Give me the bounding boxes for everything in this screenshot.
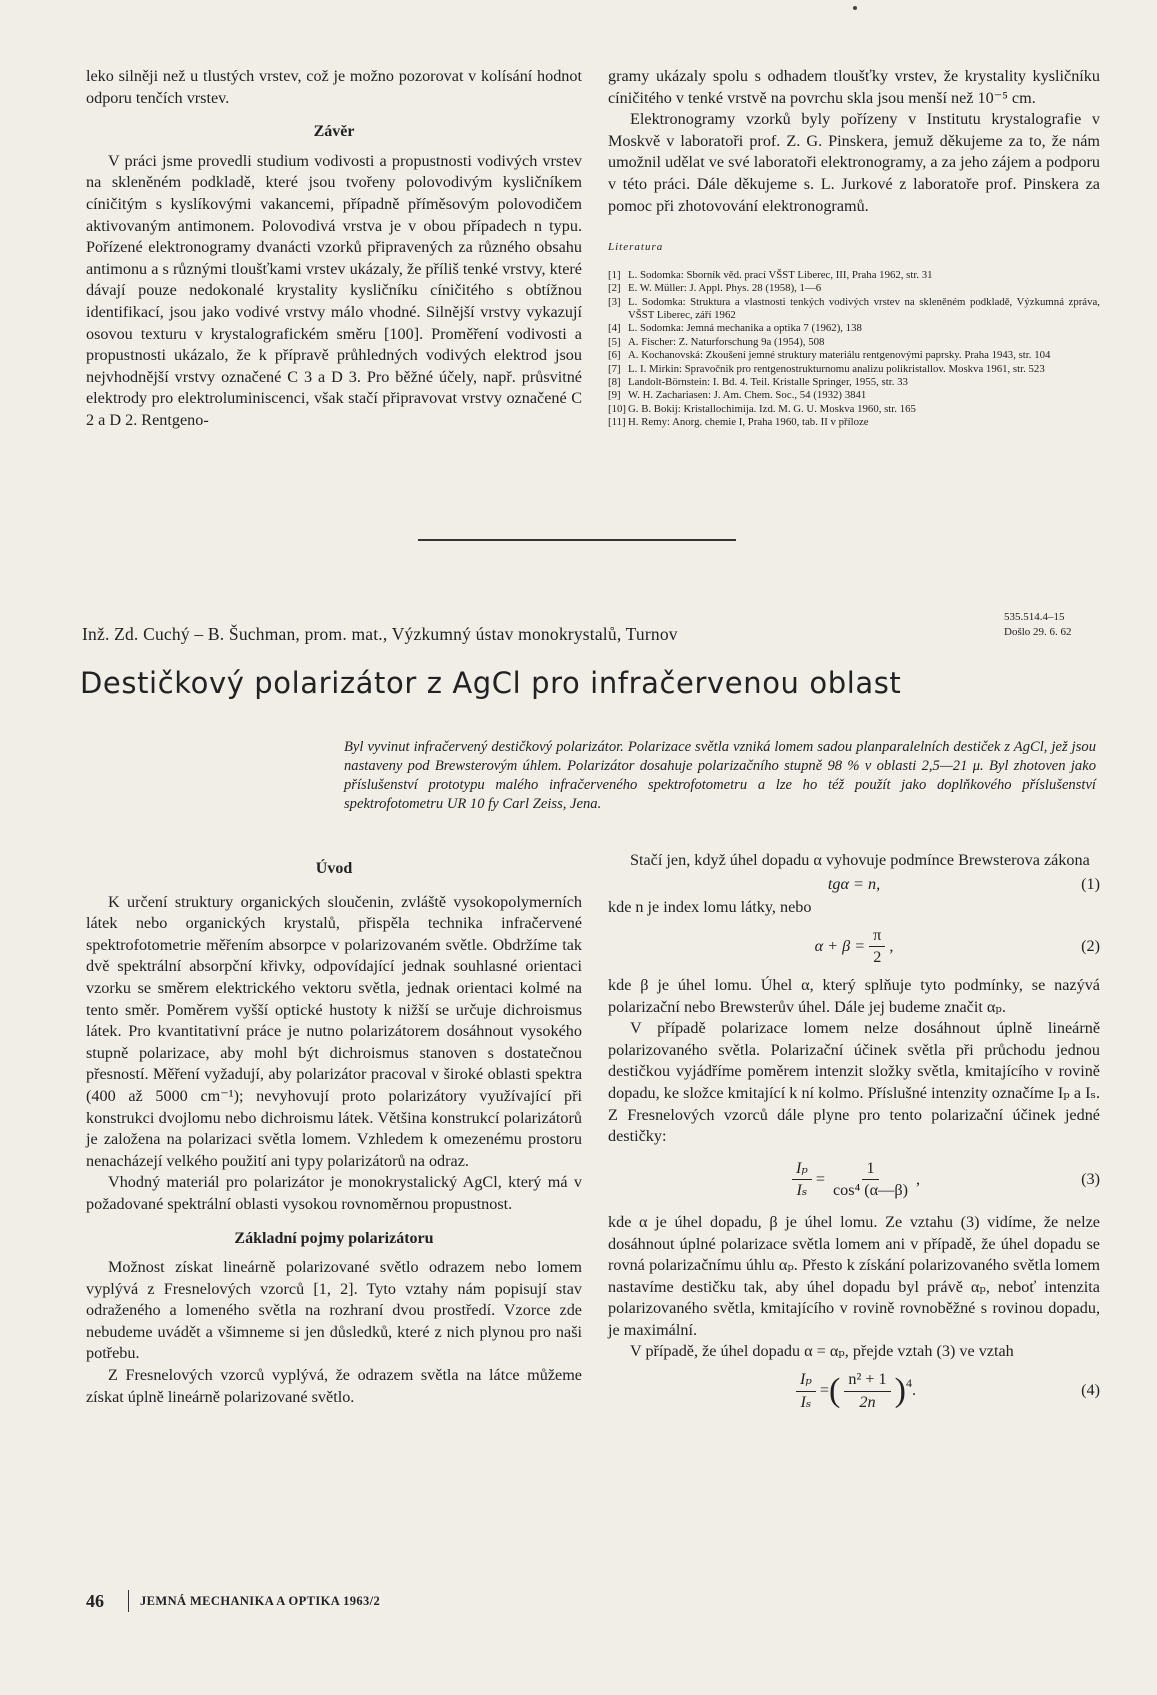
paragraph: Možnost získat lineárně polarizované světlo odrazem nebo lomem vyplývá z Fresnelových vzorců [1, 2]. Tyto vztahy nám popisují stav odraženého a lomeného světla na rozhraní dvou prostředí. Vzorce zde nebudeme uvádět a všimneme si jen důsledků, které z nich plynou pro naši potřebu.: [86, 1258, 582, 1363]
reference-text: Landolt-Börnstein: I. Bd. 4. Teil. Kristalle Springer, 1955, str. 33: [628, 376, 908, 388]
reference-item: [608, 349, 1100, 362]
equation-number: (4): [1081, 1381, 1100, 1400]
paragraph: V práci jsme provedli studium vodivosti a propustnosti vodivých vrstev na skleněném podkladě, které jsou tvořeny polovodivým kysličníkem cíničitým s kyslíkovými vakancemi, případně příměsovým polovodičem aktivovaným antimonem. Polovodivá vrstva je v obou případech n typu. Pořízené elektronogramy dvanácti vzorků připravených za různého obsahu antimonu a s různými tloušťkami vrstev ukázaly, že příliš tenké vrstvy, které dávají pouze nedokonalé krystality kysličníku cíničitého s obtížnou identifikací, jsou jako vodivé vrstvy málo vhodné. Silnější vrstvy vykazují osovou texturu v krystalografickém směru [100]. Proměření vodivosti a propustnosti ukázalo, že k přípravě průhledných vodivých elektrod jsou nejvhodnější vrstvy označené C 3 a D 3. Pro běžné účely, např. průsvitné elektrody pro elektroluminiscenci, však stačí připravovat vrstvy označené C 2 a D 2. Rentgeno-: [86, 151, 582, 429]
equation-number: (2): [1081, 937, 1100, 956]
paragraph: Z Fresnelových vzorců vyplývá, že odrazem světla na látce můžeme získat úplně lineárně polarizované světlo.: [86, 1366, 582, 1406]
paragraph: gramy ukázaly spolu s odhadem tloušťky vrstev, že krystality kysličníku cíničitého v tenké vrstvě na povrchu skla jsou menší než 10⁻⁵ cm.: [608, 67, 1100, 107]
reference-item: [608, 376, 1100, 389]
paragraph: kde n je index lomu látky, nebo: [608, 898, 812, 917]
equation-3: [608, 1158, 1100, 1202]
section-divider: [418, 539, 736, 541]
fraction-numerator: Iₚ: [796, 1369, 816, 1392]
reference-text: G. B. Bokij: Kristallochimija. Izd. M. G. U. Moskva 1960, str. 165: [628, 402, 916, 415]
received-date: Došlo 29. 6. 62: [1004, 626, 1072, 638]
equals-sign: =: [819, 1381, 830, 1400]
fraction-numerator: n² + 1: [844, 1369, 890, 1392]
reference-text: L. Sodomka: Struktura a vlastnosti tenkých vodivých vrstev na skleněném podkladě, Výzkumná zpráva, VŠST Liberec, září 1962: [628, 295, 1100, 321]
udc-number: 535.514.4–15: [1004, 611, 1065, 623]
equals-sign: =: [815, 1170, 825, 1189]
reference-item: [608, 269, 1100, 282]
fraction-numerator: Iₚ: [792, 1158, 812, 1181]
fraction: [829, 1158, 912, 1202]
reference-item: [608, 336, 1100, 349]
paragraph: kde α je úhel dopadu, β je úhel lomu. Ze vztahu (3) vidíme, že nelze dosáhnout úplné polarizace světla lomem ani v případě, že úhel dopadu se rovná polarizačnímu úhlu αₚ. Přesto k získání polarizovaného světla lomem nastavíme destičku tak, aby úhel dopadu byl právě αₚ, neboť intenzita polarizovaného světla, kmitajícího v rovině rovnoběžné s rovinou dopadu, je maximální.: [608, 1212, 1100, 1339]
reference-item: [608, 363, 1100, 376]
paragraph: Elektronogramy vzorků byly pořízeny v Institutu krystalografie v Moskvě v laboratoři prof. Z. G. Pinskera, jemuž děkujeme za to, že nám umožnil udělat ve své laboratoři elektronogramy, a za jeho zájem a podporu v této práci. Dále děkujeme s. L. Jurkové z laboratoře prof. Pinskera za pomoc při zhotovování elektronogramů.: [608, 110, 1100, 215]
reference-text: E. W. Müller: J. Appl. Phys. 28 (1958), 1—6: [628, 282, 822, 295]
left-paren: (: [829, 1372, 841, 1410]
equation-2-lhs: α + β =: [814, 937, 866, 956]
equation-1: [608, 874, 1100, 896]
reference-item: [608, 282, 1100, 295]
right-paren: ): [894, 1372, 906, 1410]
reference-item: [608, 389, 1100, 402]
literature-label: Literatura: [608, 241, 664, 254]
equation-2-tail: ,: [889, 937, 894, 956]
equation-number: (3): [1081, 1170, 1100, 1189]
paragraph: K určení struktury organických sloučenin, zvláště vysokopolymerních látek nebo organických krystalů, přispěla technika infračervené spektrofotometrie měřením absorpce v polarizovaném světle. Obdržíme tak dvě spektrální absorpční křivky, odpovídající jednak souhlasné orientaci vzorku se směrem elektrického vektoru světla, jednak orientaci kolmé na tento směr. Poměrem vyšší optické hustoty k nižší se určuje dichroismus látek. Pro kvantitativní práce je nutno polarizátorem dosáhnout vysokého stupně polarizace, aby mohl být dichroismus stanoven s dostatečnou přesností. Měření vyžadují, aby polarizátor pracoval v široké oblasti spektra (400 až 5000 cm⁻¹); nevyhovují proto polarizátory využívající při konstrukci dvojlomu nebo dichroismu látek. Většina konstrukcí polarizátorů je založena na polarizaci světla lomem. Vzhledem k omezenému prostoru nenacházejí velkého použití ani typy polarizátorů na odraz.: [86, 892, 582, 1170]
reference-item: [608, 416, 1100, 429]
reference-list: [608, 269, 1100, 430]
article-authors: Inž. Zd. Cuchý – B. Šuchman, prom. mat., Výzkumný ústav monokrystalů, Turnov: [82, 624, 678, 644]
fraction-denominator: cos⁴ (α—β): [833, 1181, 908, 1200]
paragraph: V případě, že úhel dopadu α = αₚ, přejde vztah (3) ve vztah: [630, 1342, 1014, 1361]
reference-number: [10]: [608, 402, 626, 415]
abstract: Byl vyvinut infračervený destičkový polarizátor. Polarizace světla vzniká lomem sadou planparalelních destiček z AgCl, jež jsou nastaveny pod Brewsterovým úhlem. Polarizátor dosahuje polarizačního stupně 98 % v oblasti 2,5—21 μ. Byl zhotoven jako příslušenství prototypu malého infračerveného spektrofotometru a lze ho též použít jako doplňkového příslušenství spektrofotometru UR 10 fy Carl Zeiss, Jena.: [344, 739, 1096, 812]
reference-number: [3]: [608, 295, 621, 308]
paragraph: Vhodný materiál pro polarizátor je monokrystalický AgCl, který má v požadované spektrální oblasti vysokou rovnoměrnou propustnost.: [86, 1173, 582, 1213]
paragraph: Stačí jen, když úhel dopadu α vyhovuje podmínce Brewsterova zákona: [630, 851, 1090, 869]
reference-text: L. Sodomka: Sborník věd. prací VŠST Liberec, III, Praha 1962, str. 31: [628, 268, 933, 281]
top-left-column: [86, 66, 582, 432]
reference-number: [2]: [608, 282, 621, 295]
reference-item: [608, 322, 1100, 335]
reference-number: [5]: [608, 335, 621, 348]
reference-number: [11]: [608, 416, 626, 429]
article-left-column: [86, 858, 582, 1408]
reference-number: [8]: [608, 376, 621, 388]
reference-number: [1]: [608, 268, 621, 281]
equation-2: [608, 925, 1100, 969]
section-heading-zaver: Závěr: [313, 123, 355, 141]
reference-number: [7]: [608, 362, 621, 375]
reference-text: W. H. Zachariasen: J. Am. Chem. Soc., 54 (1932) 3841: [628, 389, 867, 402]
fraction: [792, 1158, 812, 1202]
exponent: 4: [905, 1376, 912, 1391]
period: .: [911, 1381, 916, 1400]
equation-4: [608, 1369, 1100, 1413]
fraction-denominator: 2n: [859, 1392, 876, 1411]
fraction-denominator: Iₛ: [796, 1181, 808, 1200]
footer-divider: [128, 1590, 129, 1612]
reference-text: A. Fischer: Z. Naturforschung 9a (1954), 508: [628, 335, 825, 348]
reference-number: [6]: [608, 349, 621, 362]
print-mark: [853, 6, 857, 10]
fraction-numerator: π: [869, 925, 885, 948]
reference-text: A. Kochanovská: Zkoušení jemné struktury materiálu rentgenovými paprsky. Praha 1943, str. 104: [628, 349, 1051, 362]
fraction-numerator: 1: [862, 1158, 878, 1181]
fraction-denominator: Iₛ: [800, 1392, 812, 1411]
paragraph: leko silněji než u tlustých vrstev, což je možno pozorovat v kolísání hodnot odporu tenčích vrstev.: [86, 67, 582, 107]
fraction-denominator: 2: [873, 948, 882, 967]
fraction: [796, 1369, 816, 1413]
reference-text: L. I. Mirkin: Spravočnik pro rentgenostrukturnomu analizu polikristallov. Moskva 1961, str. 523: [628, 362, 1045, 375]
reference-text: L. Sodomka: Jemná mechanika a optika 7 (1962), 138: [628, 322, 862, 335]
equation-1-body: tgα = n,: [827, 874, 881, 893]
section-heading-uvod: Úvod: [315, 860, 353, 877]
reference-item: [608, 296, 1100, 323]
top-right-column: [608, 66, 1100, 430]
reference-number: [9]: [608, 389, 621, 402]
reference-item: [608, 403, 1100, 416]
reference-number: [4]: [608, 322, 621, 335]
article-right-column: [608, 850, 1100, 1419]
fraction: [869, 925, 885, 969]
section-heading-zakladni-pojmy: Základní pojmy polarizátoru: [234, 1229, 434, 1247]
comma: ,: [915, 1170, 921, 1189]
fraction: [844, 1369, 890, 1413]
article-title: Destičkový polarizátor z AgCl pro infračervenou oblast: [80, 666, 902, 700]
equation-number: (1): [1081, 874, 1100, 893]
paragraph: V případě polarizace lomem nelze dosáhnout úplně lineárně polarizovaného světla. Polarizační účinek světla při průchodu jednou destičkou vyjádříme poměrem intenzit složky světla, kmitajícího v rovině dopadu, ke složce kmitající k ní kolmo. Příslušné intenzity označíme Iₚ a Iₛ. Z Fresnelových vzorců dále plyne pro tento polarizační účinek jedné destičky:: [608, 1019, 1100, 1146]
journal-name: JEMNÁ MECHANIKA A OPTIKA 1963/2: [140, 1594, 381, 1608]
paragraph: kde β je úhel lomu. Úhel α, který splňuje tyto podmínky, se nazývá polarizační nebo Brewsterův úhel. Dále jej budeme značit αₚ.: [608, 975, 1100, 1016]
page-number: 46: [86, 1591, 104, 1611]
reference-text: H. Remy: Anorg. chemie I, Praha 1960, tab. II v příloze: [628, 416, 869, 429]
